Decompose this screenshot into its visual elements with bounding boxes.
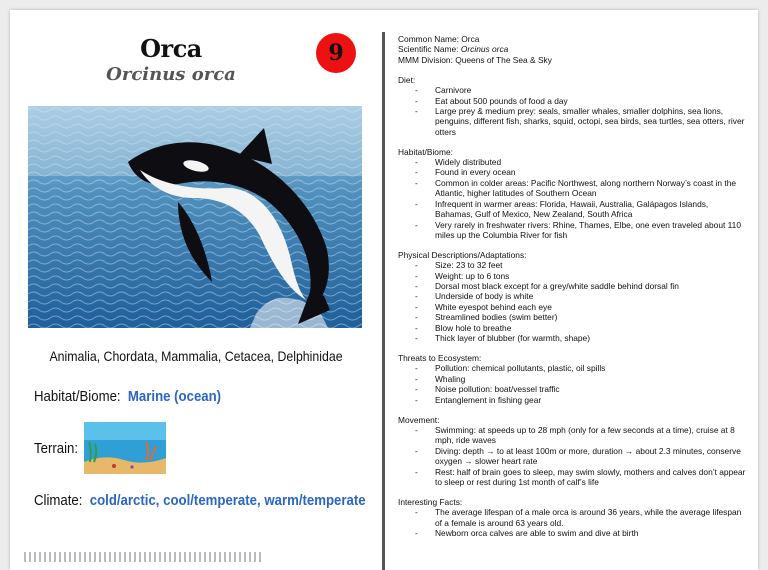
climate-field	[34, 492, 366, 509]
list-item: - Carnivore	[398, 85, 746, 95]
taxonomy-line: Animalia, Chordata, Mammalia, Cetacea, Delphinidae	[49, 348, 343, 364]
list-item: - Pollution: chemical pollutants, plastic, oil spills	[398, 363, 746, 373]
list-item: - Size: 23 to 32 feet	[398, 260, 746, 270]
list-item: - Common in colder areas: Pacific Northwest, along northern Norway’s coast in the Atlantic, higher latitudes of Southern Ocean	[398, 178, 746, 199]
list-item: - Whaling	[398, 374, 746, 384]
facts-heading: Interesting Facts:	[398, 496, 463, 507]
physical-heading: Physical Descriptions/Adaptations:	[398, 249, 527, 260]
document-page	[10, 10, 758, 570]
climate-label: Climate:	[34, 492, 83, 509]
mmm-division-line: MMM Division: Queens of The Sea & Sky	[398, 54, 552, 65]
column-divider	[382, 32, 385, 570]
list-item: - Blow hole to breathe	[398, 323, 746, 333]
list-item: - Dorsal most black except for a grey/white saddle behind dorsal fin	[398, 281, 746, 291]
terrain-label: Terrain:	[34, 440, 79, 457]
scientific-name-prefix: Scientific Name:	[398, 44, 461, 55]
diet-list	[398, 85, 746, 137]
habitat-value: Marine (ocean)	[127, 388, 222, 405]
list-item: - Large prey & medium prey: seals, smaller whales, smaller dolphins, sea lions, penguins, different fish, sharks, squid, octopi, sea birds, sea turtles, sea otters, river otters	[398, 106, 746, 137]
list-item: - Very rarely in freshwater rivers: Rhine, Thames, Elbe, one even traveled about 110 miles up the Columbia River for fish	[398, 220, 746, 241]
terrain-field	[34, 440, 78, 457]
list-item: - Swimming: at speeds up to 28 mph (only for a few seconds at a time), cruise at 8 mph, ride waves	[398, 425, 746, 446]
facts-list	[398, 507, 746, 538]
list-item: - Noise pollution: boat/vessel traffic	[398, 384, 746, 394]
list-item: - Widely distributed	[398, 157, 746, 167]
scientific-name-value: Orcinus orca	[460, 44, 509, 55]
list-item: - Eat about 500 pounds of food a day	[398, 96, 746, 106]
scientific-name-heading: Orcinus orca	[106, 64, 236, 85]
orca-photo	[28, 106, 362, 328]
habitat-label: Habitat/Biome:	[34, 388, 121, 405]
list-item: - Weight: up to 6 tons	[398, 271, 746, 281]
list-item: - Diving: depth → to at least 100m or more, duration → about 2.3 minutes, conserve oxygen → slower heart rate	[398, 446, 746, 467]
list-item: - Streamlined bodies (swim better)	[398, 312, 746, 322]
movement-heading: Movement:	[398, 414, 440, 425]
climate-value: cold/arctic, cool/temperate, warm/temperate	[89, 492, 366, 509]
habitat-list	[398, 157, 746, 240]
list-item: - Newborn orca calves are able to swim and dive at birth	[398, 528, 746, 538]
movement-list	[398, 425, 746, 487]
habitat-heading: Habitat/Biome:	[398, 146, 453, 157]
threats-heading: Threats to Ecosystem:	[398, 352, 482, 363]
right-column	[398, 34, 746, 538]
physical-list	[398, 260, 746, 343]
common-name-line: Common Name: Orca	[398, 34, 480, 44]
list-item: - The average lifespan of a male orca is around 36 years, while the average lifespan of a female is around 63 years old.	[398, 507, 746, 528]
list-item: - Underside of body is white	[398, 291, 746, 301]
list-item: - Rest: half of brain goes to sleep, may swim slowly, mothers and calves don’t appear to sleep or rest during 1st month of calf’s life	[398, 467, 746, 488]
list-item: - Thick layer of blubber (for warmth, shape)	[398, 333, 746, 343]
list-item: - Found in every ocean	[398, 167, 746, 177]
list-item: - Infrequent in warmer areas: Florida, Hawaii, Australia, Galápagos Islands, Bahamas, Gulf of Mexico, New Zealand, South Africa	[398, 199, 746, 220]
ocean-floor-image	[84, 422, 166, 474]
diet-heading: Diet:	[398, 74, 416, 85]
page-title: Orca	[140, 34, 202, 63]
list-item: - White eyespot behind each eye	[398, 302, 746, 312]
number-badge: 9	[316, 33, 356, 73]
habitat-field	[34, 388, 221, 405]
threats-list	[398, 363, 746, 405]
scientific-name-line	[398, 44, 746, 54]
left-column	[10, 10, 382, 570]
list-item: - Entanglement in fishing gear	[398, 395, 746, 405]
